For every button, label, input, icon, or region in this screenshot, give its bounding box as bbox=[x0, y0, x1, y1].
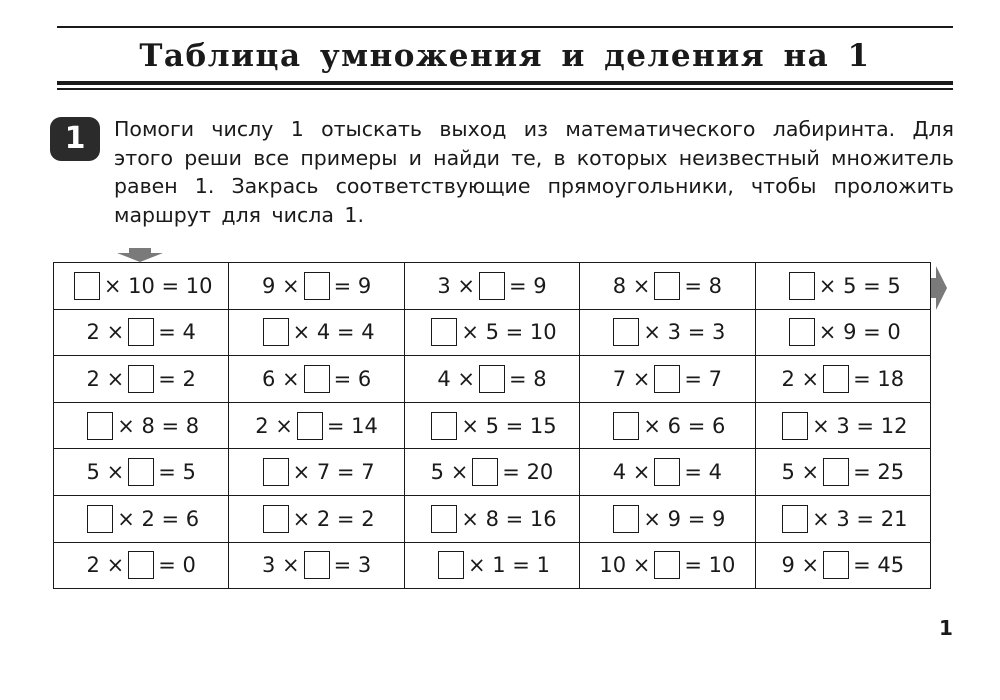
equation-left-part: 2 × bbox=[781, 366, 820, 391]
equation-right-part: = 4 bbox=[158, 320, 196, 345]
equation-left-part: 4 × bbox=[612, 460, 651, 485]
maze-row bbox=[54, 356, 931, 403]
title-underline-thick bbox=[57, 81, 953, 85]
maze-cell[interactable] bbox=[229, 356, 404, 403]
maze-cell[interactable] bbox=[580, 449, 755, 496]
equation-left-part: 5 × bbox=[430, 460, 469, 485]
maze-cell[interactable] bbox=[404, 309, 579, 356]
answer-box[interactable] bbox=[263, 458, 289, 486]
answer-box[interactable] bbox=[304, 272, 330, 300]
answer-box[interactable] bbox=[613, 318, 639, 346]
equation-right-part: × 9 = 0 bbox=[818, 320, 901, 345]
equation-right-part: = 9 bbox=[333, 273, 372, 298]
equation-left-part: 4 × bbox=[437, 366, 475, 391]
maze-cell[interactable] bbox=[229, 449, 404, 496]
equation-right-part: = 25 bbox=[853, 460, 905, 485]
equation-right-part: × 3 = 3 bbox=[643, 320, 726, 345]
maze-cell[interactable] bbox=[755, 356, 930, 403]
equation-right-part: = 2 bbox=[158, 366, 196, 391]
answer-box[interactable] bbox=[823, 551, 849, 579]
maze-cell[interactable] bbox=[755, 263, 930, 310]
equation-left-part: 3 × bbox=[261, 553, 300, 578]
equation-left-part: 2 × bbox=[86, 320, 125, 345]
top-rule bbox=[57, 26, 953, 28]
answer-box[interactable] bbox=[789, 272, 815, 300]
answer-box[interactable] bbox=[304, 365, 330, 393]
equation-left-part: 8 × bbox=[612, 273, 651, 298]
answer-box[interactable] bbox=[472, 458, 498, 486]
equation-right-part: × 2 = 6 bbox=[117, 506, 200, 531]
equation-right-part: × 5 = 15 bbox=[461, 413, 557, 438]
answer-box[interactable] bbox=[613, 412, 639, 440]
answer-box[interactable] bbox=[263, 505, 289, 533]
equation-right-part: = 18 bbox=[853, 366, 905, 391]
maze-cell[interactable] bbox=[404, 356, 579, 403]
equation-left-part: 3 × bbox=[437, 273, 475, 298]
equation-left-part: 5 × bbox=[86, 460, 125, 485]
answer-box[interactable] bbox=[304, 551, 330, 579]
maze-cell[interactable] bbox=[54, 309, 229, 356]
equation-right-part: = 8 bbox=[508, 366, 547, 391]
equation-left-part: 10 × bbox=[599, 553, 651, 578]
equation-right-part: = 14 bbox=[326, 413, 378, 438]
answer-box[interactable] bbox=[438, 551, 464, 579]
answer-box[interactable] bbox=[782, 505, 808, 533]
answer-box[interactable] bbox=[479, 272, 505, 300]
maze-cell[interactable] bbox=[580, 309, 755, 356]
equation-right-part: × 2 = 2 bbox=[292, 506, 375, 531]
maze-cell[interactable] bbox=[229, 402, 404, 449]
answer-box[interactable] bbox=[613, 505, 639, 533]
page-title: Таблица умножения и деления на 1 bbox=[139, 38, 871, 74]
title-underline-thin bbox=[57, 88, 953, 90]
maze-cell[interactable] bbox=[54, 449, 229, 496]
equation-right-part: × 5 = 10 bbox=[461, 320, 557, 345]
answer-box[interactable] bbox=[823, 365, 849, 393]
equation-right-part: = 0 bbox=[158, 553, 196, 578]
answer-box[interactable] bbox=[128, 318, 154, 346]
equation-left-part: 9 × bbox=[781, 553, 820, 578]
answer-box[interactable] bbox=[128, 551, 154, 579]
page-number: 1 bbox=[939, 616, 953, 640]
answer-box[interactable] bbox=[128, 458, 154, 486]
equation-right-part: = 8 bbox=[684, 273, 722, 298]
equation-right-part: = 20 bbox=[502, 460, 554, 485]
answer-box[interactable] bbox=[128, 365, 154, 393]
maze-cell[interactable] bbox=[755, 542, 930, 589]
maze-cell[interactable] bbox=[755, 402, 930, 449]
answer-box[interactable] bbox=[74, 272, 100, 300]
maze-cell[interactable] bbox=[580, 356, 755, 403]
answer-box[interactable] bbox=[431, 412, 457, 440]
maze-cell[interactable] bbox=[54, 495, 229, 542]
answer-box[interactable] bbox=[87, 412, 113, 440]
equation-left-part: 5 × bbox=[781, 460, 820, 485]
maze-cell[interactable] bbox=[404, 495, 579, 542]
maze-row bbox=[54, 542, 931, 589]
equation-right-part: = 10 bbox=[684, 553, 736, 578]
task-number-badge: 1 bbox=[50, 117, 100, 161]
equation-left-part: 7 × bbox=[612, 366, 651, 391]
equation-left-part: 9 × bbox=[261, 273, 300, 298]
maze-cell[interactable] bbox=[54, 356, 229, 403]
equation-left-part: 2 × bbox=[86, 553, 125, 578]
answer-box[interactable] bbox=[823, 458, 849, 486]
answer-box[interactable] bbox=[297, 412, 323, 440]
maze-row bbox=[54, 309, 931, 356]
equation-left-part: 6 × bbox=[261, 366, 300, 391]
task-instructions: Помоги числу 1 отыскать выход из математического лабиринта. Для этого реши все примеры и найди те, в которых неизвестный множитель равен 1. Закрась соответствующие прямоугольники, чтобы проложить маршрут для числа 1. bbox=[114, 117, 954, 227]
equation-right-part: × 4 = 4 bbox=[292, 320, 375, 345]
answer-box[interactable] bbox=[782, 412, 808, 440]
maze-cell[interactable] bbox=[580, 263, 755, 310]
maze-cell[interactable] bbox=[404, 542, 579, 589]
answer-box[interactable] bbox=[431, 318, 457, 346]
equation-right-part: × 3 = 21 bbox=[812, 506, 908, 531]
equation-right-part: × 9 = 9 bbox=[643, 506, 726, 531]
maze-cell[interactable] bbox=[54, 402, 229, 449]
arrow-right-icon bbox=[931, 266, 947, 310]
maze-cell[interactable] bbox=[755, 309, 930, 356]
maze-row bbox=[54, 449, 931, 496]
answer-box[interactable] bbox=[87, 505, 113, 533]
maze-cell[interactable] bbox=[755, 495, 930, 542]
arrow-down-icon bbox=[117, 248, 163, 262]
maze-cell[interactable] bbox=[404, 263, 579, 310]
answer-box[interactable] bbox=[431, 505, 457, 533]
equation-right-part: × 6 = 6 bbox=[643, 413, 726, 438]
maze-cell[interactable] bbox=[755, 449, 930, 496]
equation-right-part: × 5 = 5 bbox=[818, 273, 901, 298]
equation-right-part: = 7 bbox=[684, 366, 722, 391]
equation-right-part: × 7 = 7 bbox=[292, 460, 375, 485]
maze-cell[interactable] bbox=[54, 263, 229, 310]
answer-box[interactable] bbox=[654, 458, 680, 486]
equation-right-part: = 4 bbox=[684, 460, 722, 485]
equation-right-part: × 3 = 12 bbox=[812, 413, 908, 438]
maze-cell[interactable] bbox=[404, 449, 579, 496]
maze-cell[interactable] bbox=[404, 402, 579, 449]
answer-box[interactable] bbox=[654, 551, 680, 579]
maze-row bbox=[54, 263, 931, 310]
equation-right-part: = 45 bbox=[853, 553, 905, 578]
equation-left-part: 2 × bbox=[86, 366, 125, 391]
answer-box[interactable] bbox=[654, 272, 680, 300]
answer-box[interactable] bbox=[479, 365, 505, 393]
equation-right-part: × 8 = 16 bbox=[461, 506, 557, 531]
equation-right-part: = 3 bbox=[333, 553, 372, 578]
answer-box[interactable] bbox=[263, 318, 289, 346]
maze-cell[interactable] bbox=[580, 402, 755, 449]
maze-row bbox=[54, 402, 931, 449]
maze-table bbox=[53, 262, 931, 589]
equation-right-part: = 6 bbox=[333, 366, 372, 391]
answer-box[interactable] bbox=[654, 365, 680, 393]
equation-right-part: = 9 bbox=[508, 273, 547, 298]
maze-cell[interactable] bbox=[229, 263, 404, 310]
maze-cell[interactable] bbox=[580, 542, 755, 589]
equation-right-part: × 1 = 1 bbox=[468, 553, 550, 578]
answer-box[interactable] bbox=[789, 318, 815, 346]
maze-cell[interactable] bbox=[229, 542, 404, 589]
maze-cell[interactable] bbox=[229, 495, 404, 542]
equation-right-part: = 5 bbox=[158, 460, 196, 485]
equation-right-part: × 10 = 10 bbox=[103, 273, 213, 298]
maze-cell[interactable] bbox=[54, 542, 229, 589]
maze-row bbox=[54, 495, 931, 542]
equation-right-part: × 8 = 8 bbox=[117, 413, 200, 438]
equation-left-part: 2 × bbox=[255, 413, 293, 438]
maze-cell[interactable] bbox=[229, 309, 404, 356]
maze-cell[interactable] bbox=[580, 495, 755, 542]
